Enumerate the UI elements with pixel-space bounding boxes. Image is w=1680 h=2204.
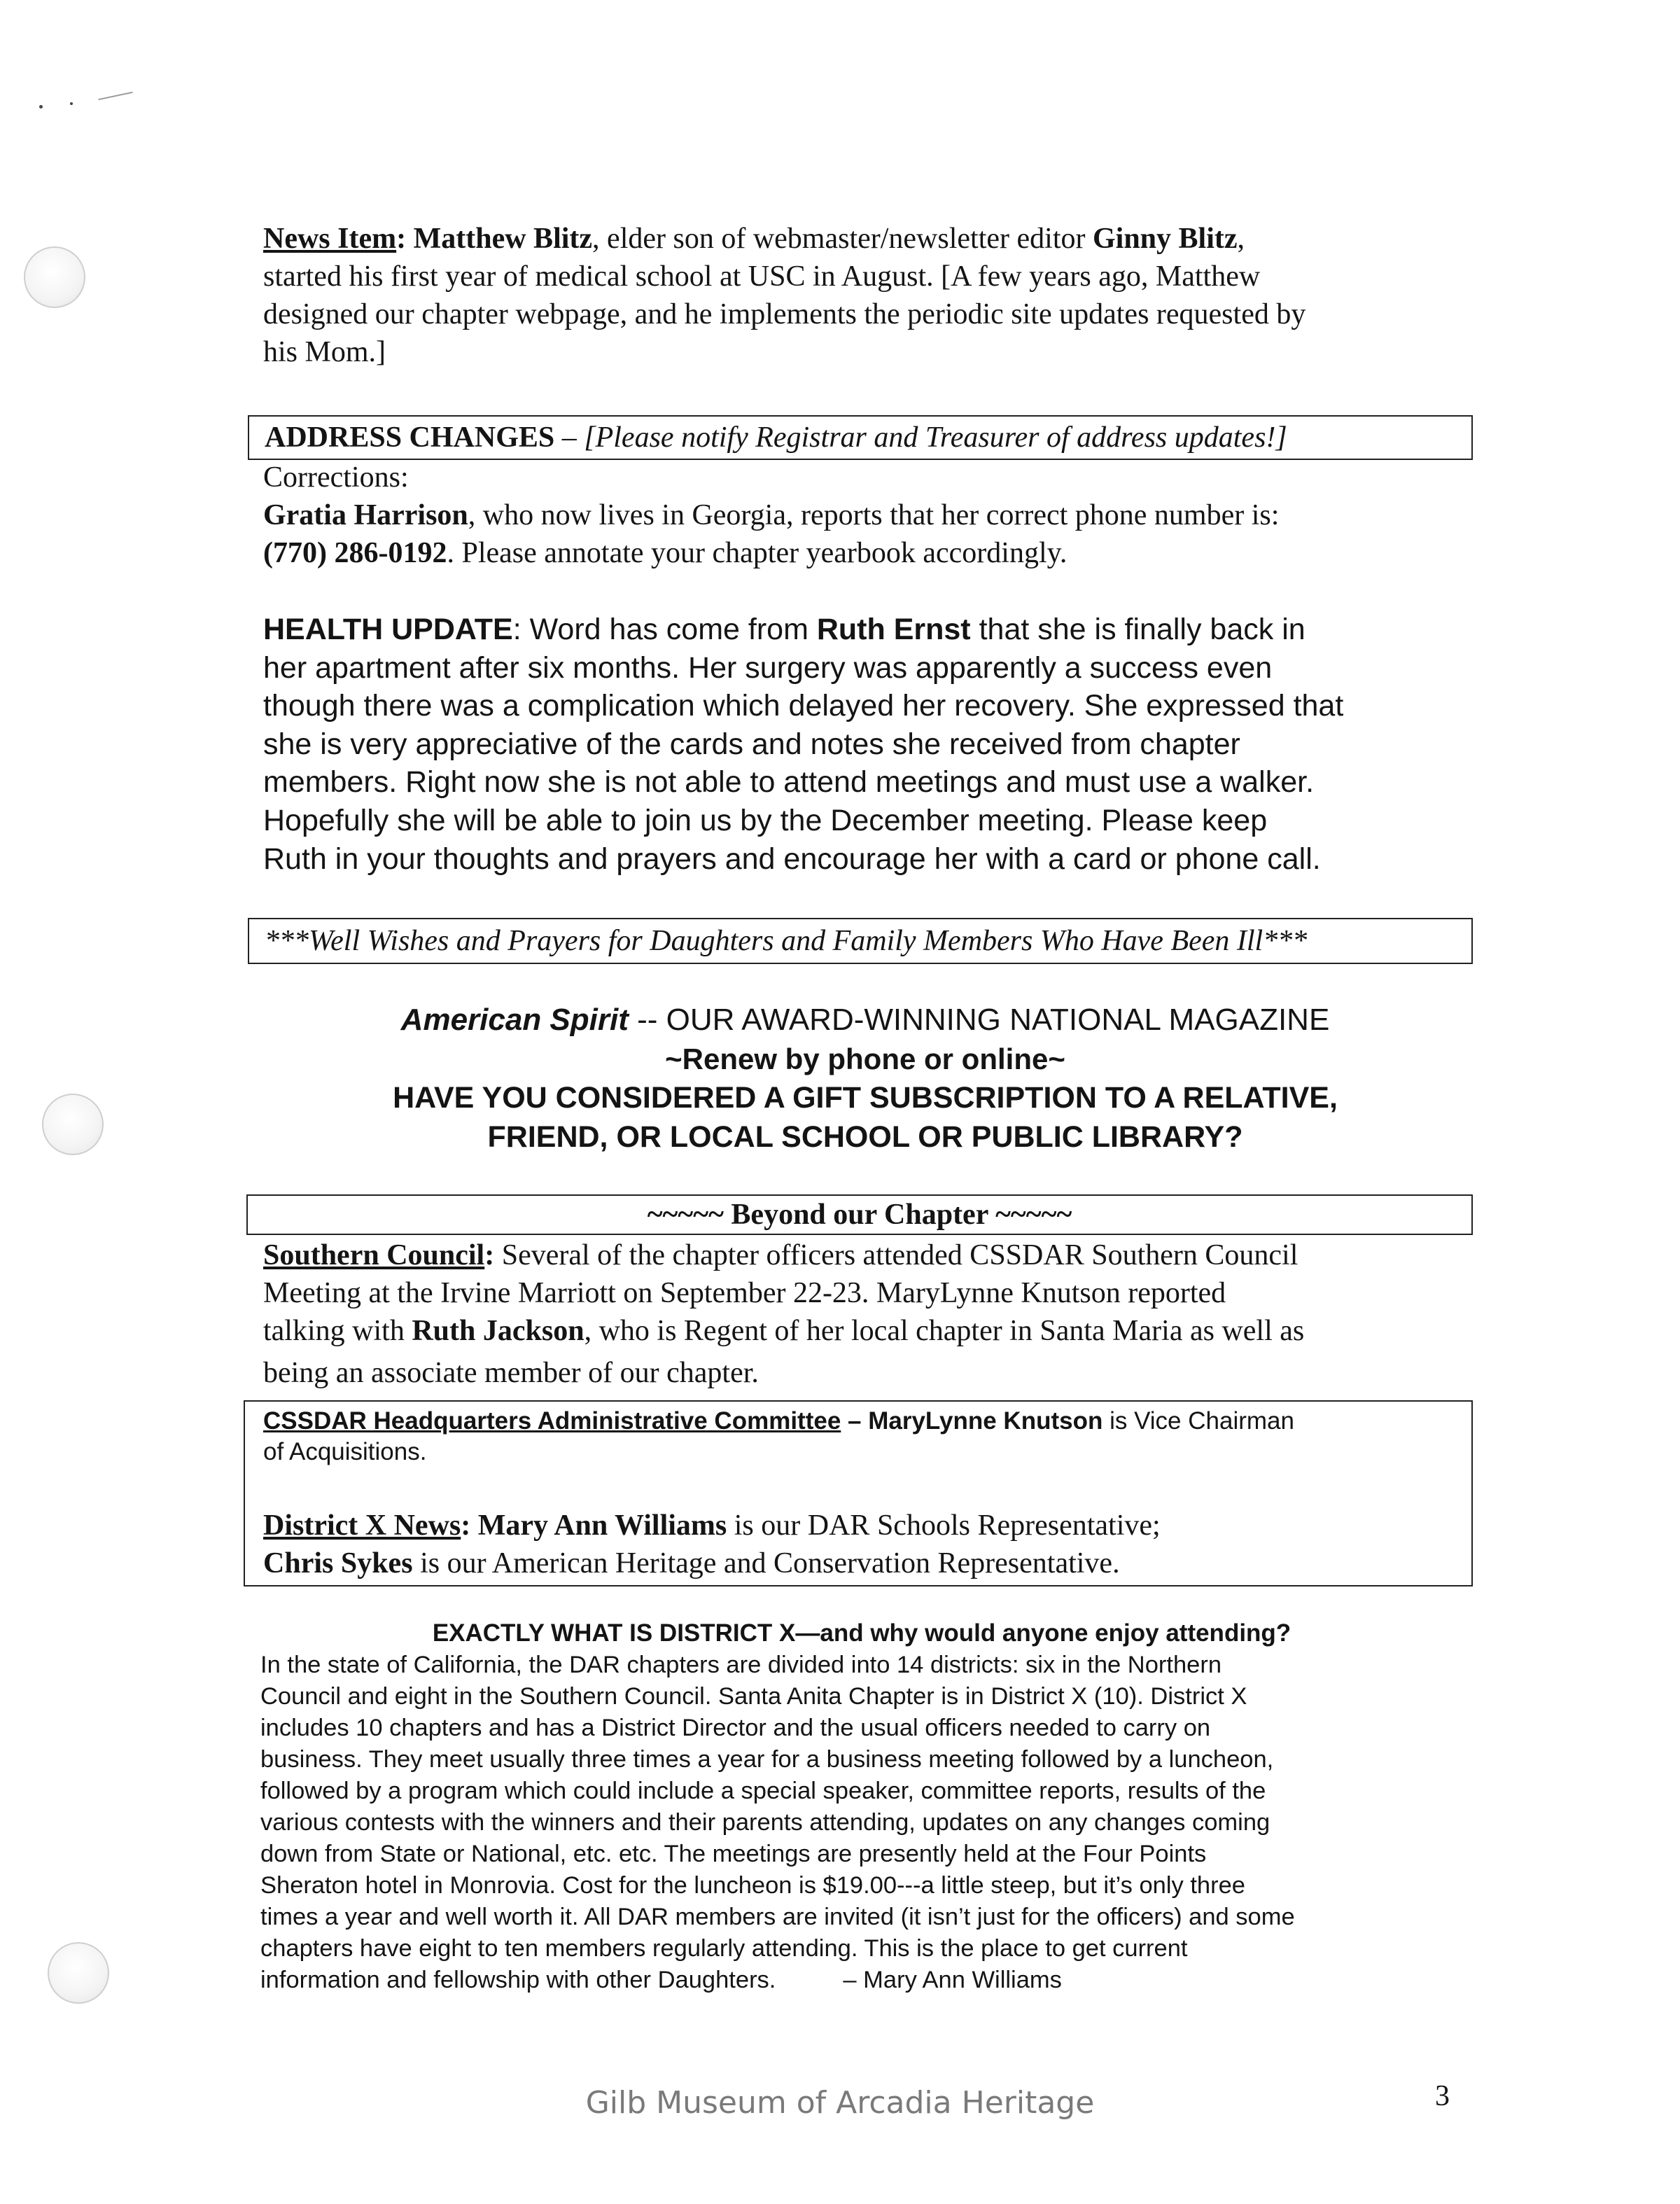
chris-sykes-name: Chris Sykes bbox=[263, 1547, 413, 1579]
district-x-article-title: EXACTLY WHAT IS DISTRICT X—and why would anyone enjoy attending? bbox=[432, 1619, 1292, 1647]
mary-ann-williams-name: Mary Ann Williams bbox=[477, 1509, 727, 1542]
address-changes-box: ADDRESS CHANGES – [Please notify Registrar and Treasurer of address updates!] bbox=[248, 415, 1473, 460]
article-signature: – Mary Ann Williams bbox=[843, 1967, 1062, 1993]
marylynne-knutson-name: MaryLynne Knutson bbox=[868, 1407, 1103, 1435]
page-number: 3 bbox=[1435, 2080, 1450, 2112]
ruth-ernst-name: Ruth Ernst bbox=[816, 613, 971, 646]
address-changes-heading: ADDRESS CHANGES bbox=[265, 421, 555, 454]
ginny-blitz-name: Ginny Blitz bbox=[1092, 223, 1238, 255]
corrections-paragraph: Corrections: Gratia Harrison, who now lives in Georgia, reports that her correct phone number is: (770) 286-0192. Please annotate your chapter yearbook accordingly. bbox=[263, 459, 1467, 572]
article-line: times a year and well worth it. All DAR members are invited (it isn’t just for the officers) and some bbox=[260, 1904, 1295, 1930]
gratia-harrison-name: Gratia Harrison bbox=[263, 499, 468, 531]
magazine-promo: American Spirit -- OUR AWARD-WINNING NATIONAL MAGAZINE ~Renew by phone or online~ HAVE YOU CONSIDERED A GIFT SUBSCRIPTION TO A RELATIVE, FRIEND, OR LOCAL SCHOOL OR PUBLIC LIBRARY? bbox=[263, 1000, 1467, 1157]
ruth-jackson-name: Ruth Jackson bbox=[412, 1315, 584, 1347]
article-line: Council and eight in the Southern Council. Santa Anita Chapter is in District X (10). District X bbox=[260, 1683, 1247, 1710]
well-wishes-text: ***Well Wishes and Prayers for Daughters and Family Members Who Have Been Ill*** bbox=[265, 925, 1308, 957]
hq-committee-label: CSSDAR Headquarters Administrative Committee bbox=[263, 1407, 841, 1435]
museum-watermark: Gilb Museum of Arcadia Heritage bbox=[585, 2085, 1095, 2121]
article-line: includes 10 chapters and has a District Director and the usual officers needed to carry on bbox=[260, 1715, 1211, 1741]
scan-speck bbox=[70, 102, 73, 105]
magazine-title: American Spirit bbox=[400, 1003, 629, 1037]
hq-committee-paragraph: CSSDAR Headquarters Administrative Committee – MaryLynne Knutson is Vice Chairman of Acquisitions. bbox=[263, 1407, 1294, 1465]
health-update-heading: HEALTH UPDATE bbox=[263, 613, 513, 646]
punch-hole-middle bbox=[42, 1094, 104, 1155]
corrections-label: Corrections: bbox=[263, 461, 409, 494]
article-line: business. They meet usually three times a year for a business meeting followed by a luncheon, bbox=[260, 1746, 1274, 1773]
southern-council-paragraph: Southern Council: Several of the chapter officers attended CSSDAR Southern Council Meeting at the Irvine Marriott on September 22-23. MaryLynne Knutson reported talking with Ruth Jackson, who is Regent of her local chapter in Santa Maria as well as being an associate member of our chapter. bbox=[263, 1239, 1305, 1389]
article-line: down from State or National, etc. etc. The meetings are presently held at the Four Points bbox=[260, 1841, 1207, 1867]
address-note: [Please notify Registrar and Treasurer of address updates!] bbox=[584, 421, 1287, 454]
beyond-chapter-box bbox=[246, 1194, 1473, 1235]
health-update-paragraph: HEALTH UPDATE: Word has come from Ruth Ernst that she is finally back in her apartment after six months. Her surgery was apparently a success even though there was a complication which delayed her recovery. She expressed that she is very appreciative of the cards and notes she received from chapter members. Right now she is not able to attend meetings and must use a walker. Hopefully she will be able to join us by the December meeting. Please keep Ruth in your thoughts and prayers and encourage her with a card or phone call. bbox=[263, 613, 1344, 876]
punch-hole-top bbox=[24, 246, 85, 308]
scan-speck bbox=[39, 105, 43, 109]
southern-council-label: Southern Council bbox=[263, 1239, 485, 1271]
news-item-label: News Item bbox=[263, 223, 397, 255]
district-x-news-paragraph: District X News: Mary Ann Williams is our DAR Schools Representative; Chris Sykes is our American Heritage and Conservation Representative. bbox=[263, 1509, 1161, 1579]
phone-number: (770) 286-0192 bbox=[263, 537, 447, 569]
gift-subscription-line-2: FRIEND, OR LOCAL SCHOOL OR PUBLIC LIBRARY? bbox=[487, 1120, 1243, 1154]
district-x-news-label: District X News bbox=[263, 1509, 461, 1542]
renew-line: ~Renew by phone or online~ bbox=[665, 1042, 1065, 1075]
scan-mark bbox=[98, 92, 132, 100]
punch-hole-bottom bbox=[48, 1942, 109, 2004]
article-line: various contests with the winners and their parents attending, updates on any changes coming bbox=[260, 1809, 1270, 1836]
matthew-blitz-name: Matthew Blitz bbox=[413, 223, 593, 255]
district-x-article-body bbox=[260, 1649, 1471, 1996]
gift-subscription-line-1: HAVE YOU CONSIDERED A GIFT SUBSCRIPTION TO A RELATIVE, bbox=[393, 1081, 1338, 1115]
article-line: chapters have eight to ten members regularly attending. This is the place to get current bbox=[260, 1935, 1188, 1962]
news-item-paragraph: News Item: Matthew Blitz, elder son of webmaster/newsletter editor Ginny Blitz, started his first year of medical school at USC in August. [A few years ago, Matthew designed our chapter webpage, and he implements the periodic site updates requested by his Mom.] bbox=[263, 223, 1306, 368]
article-last-line: information and fellowship with other Daughters. bbox=[260, 1967, 776, 1993]
article-line: Sheraton hotel in Monrovia. Cost for the luncheon is $19.00---a little steep, but it’s only three bbox=[260, 1872, 1245, 1899]
article-line: followed by a program which could include a special speaker, committee reports, results of the bbox=[260, 1778, 1266, 1804]
well-wishes-box bbox=[248, 918, 1473, 964]
beyond-chapter-heading: ~~~~~ Beyond our Chapter ~~~~~ bbox=[647, 1199, 1072, 1231]
article-line: In the state of California, the DAR chapters are divided into 14 districts: six in the Northern bbox=[260, 1652, 1222, 1678]
